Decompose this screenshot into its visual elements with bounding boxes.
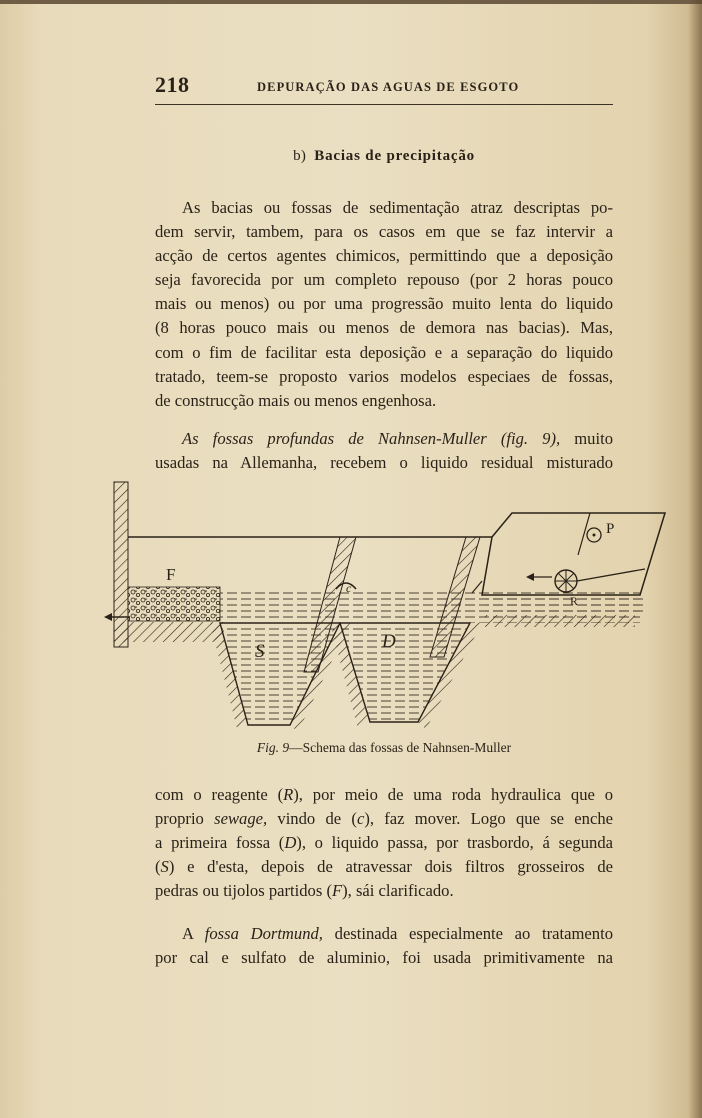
outflow-arrowhead [104,613,112,621]
figure-caption-text: —Schema das fossas de Nahnsen-Muller [289,740,512,755]
text-line: proprio sewage, vindo de (c), faz mover. Logo que se enche [155,809,613,829]
paragraph-2 [155,427,613,475]
inlet-channel [485,595,645,615]
text-line: mais ou menos) ou por uma progressão muito lenta do liquido [155,294,613,314]
text-line: As bacias ou fossas de sedimentação atraz descriptas po- [182,198,613,217]
label-R: R [570,594,579,608]
figure-caption [155,740,613,756]
label-P: P [606,521,615,537]
label-D: D [382,631,396,652]
text-line: A fossa Dortmund, destinada especialmente ao tratamento [182,924,613,943]
text-line: dem servir, tambem, para os casos em que se faz intervir a [155,222,613,242]
italic-text: As fossas profundas de Nahnsen-Muller (fig. 9), [182,429,561,448]
page-number: 218 [155,72,190,97]
section-marker: b) [293,148,307,164]
section-title: Bacias de precipitação [314,148,475,164]
drive-rod [577,569,645,581]
text-line: seja favorecida por um completo repouso (por 2 horas pouco [155,270,613,290]
text-line: tratado, teem-se proposto varios modelos especiaes de fossas, [155,366,613,386]
text-line: (S) e d'esta, depois de atravessar dois filtros grosseiros de [155,857,613,877]
paragraph-3 [155,783,613,903]
paragraph-1 [155,196,613,413]
label-S: S [255,641,265,662]
text-line: As fossas profundas de Nahnsen-Muller (fig. 9), muito [182,429,613,448]
text-line: (8 horas pouco mais ou menos de demora nas bacias). Mas, [155,318,613,338]
label-c: c [346,581,352,595]
filter-stones [128,587,220,621]
ground-hatch [114,622,224,642]
inflow-arrowhead [526,573,534,581]
reagent-box [482,513,665,595]
paragraph-4 [155,922,613,970]
label-F: F [166,565,176,584]
reagent-bottle-dot [593,534,596,537]
figure-label: Fig. 9 [256,740,290,755]
text-line: com o fim de facilitar esta deposição e a separação do liquido [155,342,613,362]
text-line: usadas na Allemanha, recebem o liquido residual misturado [155,453,613,473]
text-line: pedras ou tijolos partidos (F), sái clarificado. [155,881,454,901]
header-rule [155,104,613,105]
inlet-ground [485,615,635,627]
reagent-box-divider [578,513,590,555]
section-heading [155,148,613,165]
page-binding-shadow [688,0,702,1118]
page-top-edge [0,0,702,4]
page-header [155,72,613,102]
figure-9 [100,477,670,739]
text-line: acção de certos agentes chimicos, permittindo que a deposição [155,246,613,266]
text-line: de construcção mais ou menos engenhosa. [155,390,437,410]
running-head: DEPURAÇÃO DAS AGUAS DE ESGOTO [257,80,520,94]
text-line: com o reagente (R), por meio de uma roda hydraulica que o [155,785,613,804]
text-line: a primeira fossa (D), o liquido passa, por trasbordo, á segunda [155,833,613,853]
text-line: por cal e sulfato de aluminio, foi usada primitivamente na [155,948,613,968]
nahnsen-muller-diagram [100,477,670,739]
